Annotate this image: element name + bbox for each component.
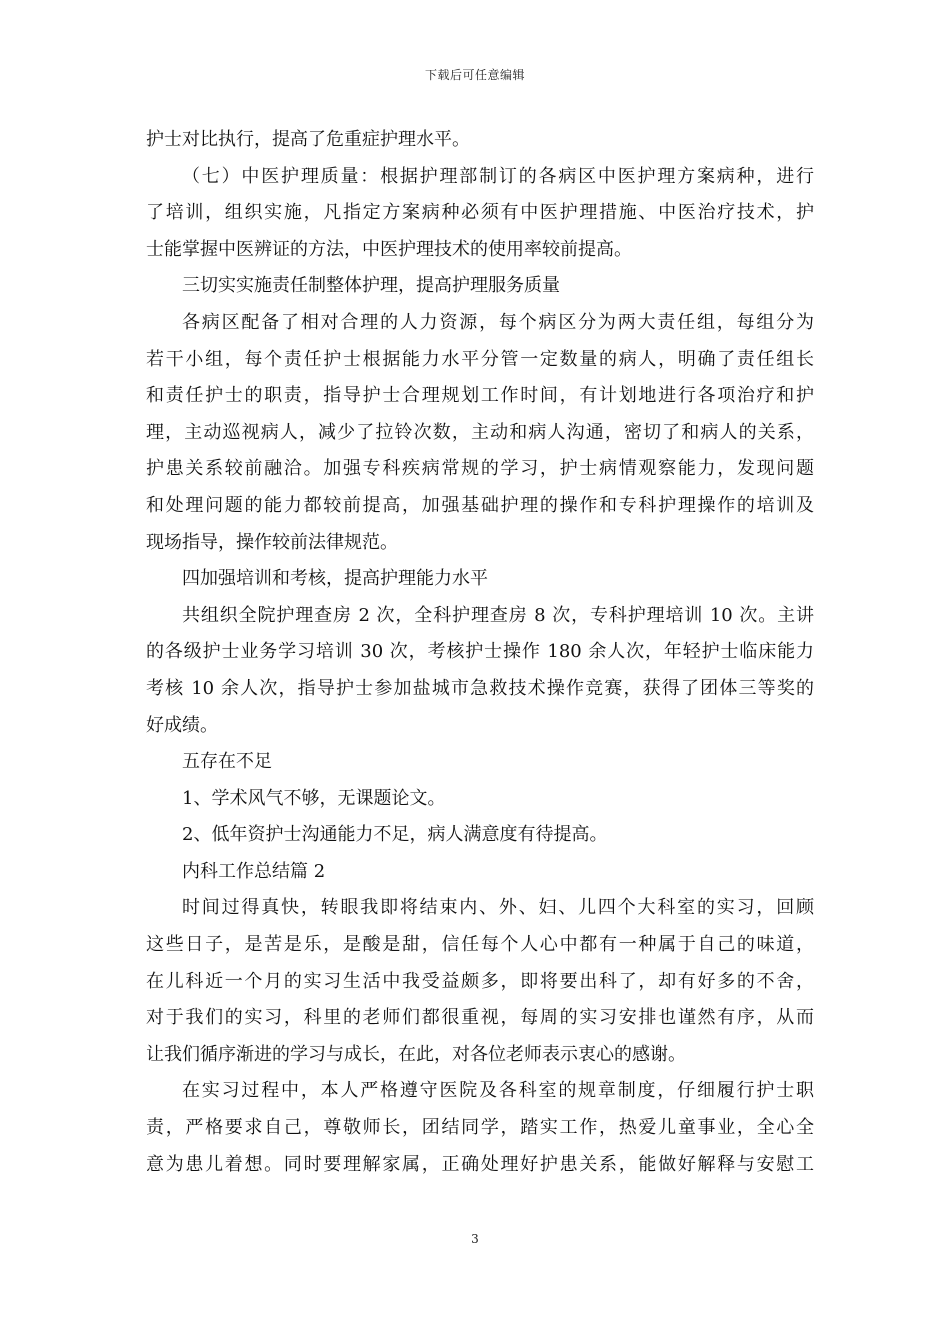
text-line: 考核 10 余人次，指导护士参加盐城市急救技术操作竞赛，获得了团体三等奖的 [146,677,814,699]
paragraph [146,268,814,305]
text-line: 和责任护士的职责，指导护士合理规划工作时间，有计划地进行各项治疗和护 [146,385,814,407]
text-line: 若干小组，每个责任护士根据能力水平分管一定数量的病人，明确了责任组长 [146,348,814,370]
text-line: 了培训，组织实施，凡指定方案病种必须有中医护理措施、中医治疗技术，护 [146,202,814,224]
paragraph [146,817,814,854]
page-number: 3 [471,1232,479,1246]
paragraph [146,854,814,891]
text-line: 内科工作总结篇 2 [182,860,326,882]
paragraph [146,159,814,269]
paragraph [146,561,814,598]
paragraph [146,598,814,744]
paragraph [146,1073,814,1183]
paragraph [146,744,814,781]
document-body [146,122,814,1183]
text-line: 和处理问题的能力都较前提高，加强基础护理的操作和专科护理操作的培训及 [146,494,814,516]
text-line: 在儿科近一个月的实习生活中我受益颇多，即将要出科了，却有好多的不舍， [146,970,814,992]
text-line: 三切实实施责任制整体护理，提高护理服务质量 [182,275,560,297]
text-line: 共组织全院护理查房 2 次，全科护理查房 8 次，专科护理培训 10 次。主讲 [182,604,814,626]
text-line: 护士对比执行，提高了危重症护理水平。 [146,129,470,150]
paragraph [146,305,814,561]
text-line: 让我们循序渐进的学习与成长，在此，对各位老师表示衷心的感谢。 [146,1043,686,1065]
text-line: 这些日子，是苦是乐，是酸是甜，信任每个人心中都有一种属于自己的味道， [146,934,814,956]
text-line: 士能掌握中医辨证的方法，中医护理技术的使用率较前提高。 [146,238,632,260]
paragraph [146,890,814,1073]
text-line: 2、低年资护士沟通能力不足，病人满意度有待提高。 [182,824,608,846]
text-line: （七）中医护理质量：根据护理部制订的各病区中医护理方案病种，进行 [182,165,814,187]
paragraph [146,781,814,818]
text-line: 1、学术风气不够，无课题论文。 [182,787,446,809]
text-line: 时间过得真快，转眼我即将结束内、外、妇、儿四个大科室的实习，回顾 [182,897,814,919]
text-line: 对于我们的实习，科里的老师们都很重视，每周的实习安排也谨然有序，从而 [146,1007,814,1029]
text-line: 护患关系较前融洽。加强专科疾病常规的学习，护士病情观察能力，发现问题 [146,458,814,480]
page-header: 下载后可任意编辑 [424,68,525,82]
paragraph [146,122,814,159]
text-line: 好成绩。 [146,714,218,736]
text-line: 在实习过程中，本人严格遵守医院及各科室的规章制度，仔细履行护士职 [182,1080,814,1102]
text-line: 四加强培训和考核，提高护理能力水平 [182,568,488,590]
text-line: 现场指导，操作较前法律规范。 [146,531,398,553]
text-line: 责，严格要求自己，尊敬师长，团结同学，踏实工作，热爱儿童事业，全心全 [146,1117,814,1139]
text-line: 理，主动巡视病人，减少了拉铃次数，主动和病人沟通，密切了和病人的关系， [146,421,814,443]
text-line: 的各级护士业务学习培训 30 次，考核护士操作 180 余人次，年轻护士临床能力 [146,641,814,663]
text-line: 五存在不足 [182,751,272,773]
text-line: 各病区配备了相对合理的人力资源，每个病区分为两大责任组，每组分为 [182,311,814,333]
text-line: 意为患儿着想。同时要理解家属，正确处理好护患关系，能做好解释与安慰工 [146,1153,814,1175]
